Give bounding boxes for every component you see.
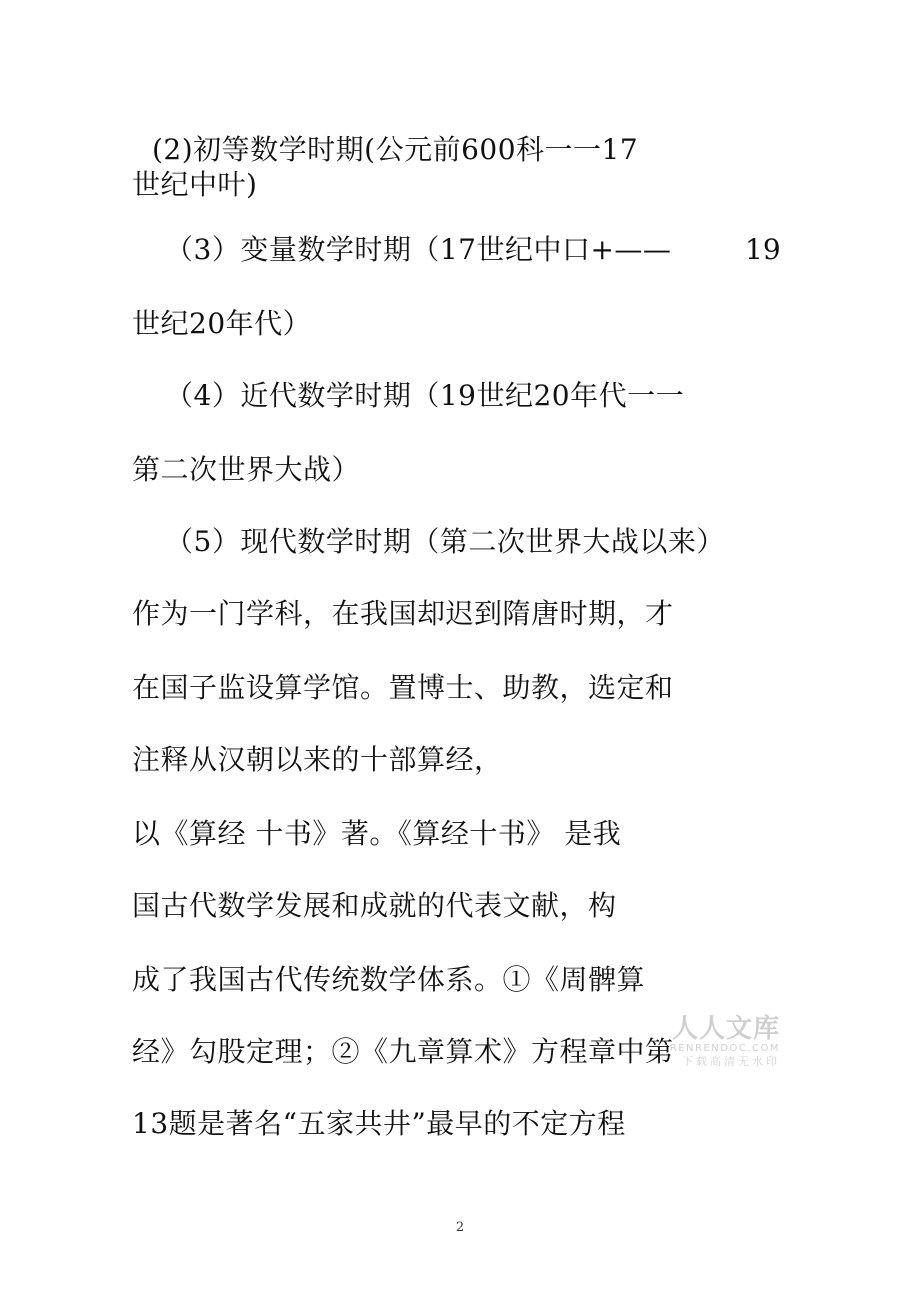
text-line: (2)初等数学时期(公元前600科一一17: [152, 133, 639, 166]
text-line: 在国子监设算学馆。置博士、助教，选定和: [132, 671, 674, 704]
text-line: （5）现代数学时期（第二次世界大战以来）: [165, 525, 725, 558]
watermark-title: 人人文库: [671, 1014, 780, 1044]
text-line: 成了我国古代传统数学体系。①《周髀算: [132, 963, 646, 996]
watermark: [650, 1015, 780, 1069]
text-line: 世纪20年代）: [132, 307, 312, 340]
text-line: （4）近代数学时期（19世纪20年代一一: [165, 379, 685, 412]
trailing-number: 19: [745, 233, 781, 266]
text-line: 第二次世界大战）: [132, 453, 361, 486]
text-line: 13题是著名“五家共井”最早的不定方程: [132, 1107, 626, 1140]
page-number: 2: [455, 1220, 465, 1235]
text-line: （3）变量数学时期（17世纪中口+——: [165, 233, 672, 266]
text-line: 经》勾股定理；②《九章算术》方程章中第: [132, 1035, 674, 1068]
watermark-url: RENRENDOC.COM: [669, 1043, 780, 1054]
text-line: 作为一门学科，在我国却迟到隋唐时期，才: [132, 597, 674, 630]
watermark-subtitle: 下载高清无水印: [682, 1055, 780, 1068]
text-line: 国古代数学发展和成就的代表文献，构: [132, 889, 617, 922]
text-line: 世纪中叶): [132, 168, 258, 201]
text-line: 以《算经 十书》著。《算经十书》 是我: [132, 817, 622, 850]
text-line: 注释从汉朝以来的十部算经，: [132, 743, 503, 776]
